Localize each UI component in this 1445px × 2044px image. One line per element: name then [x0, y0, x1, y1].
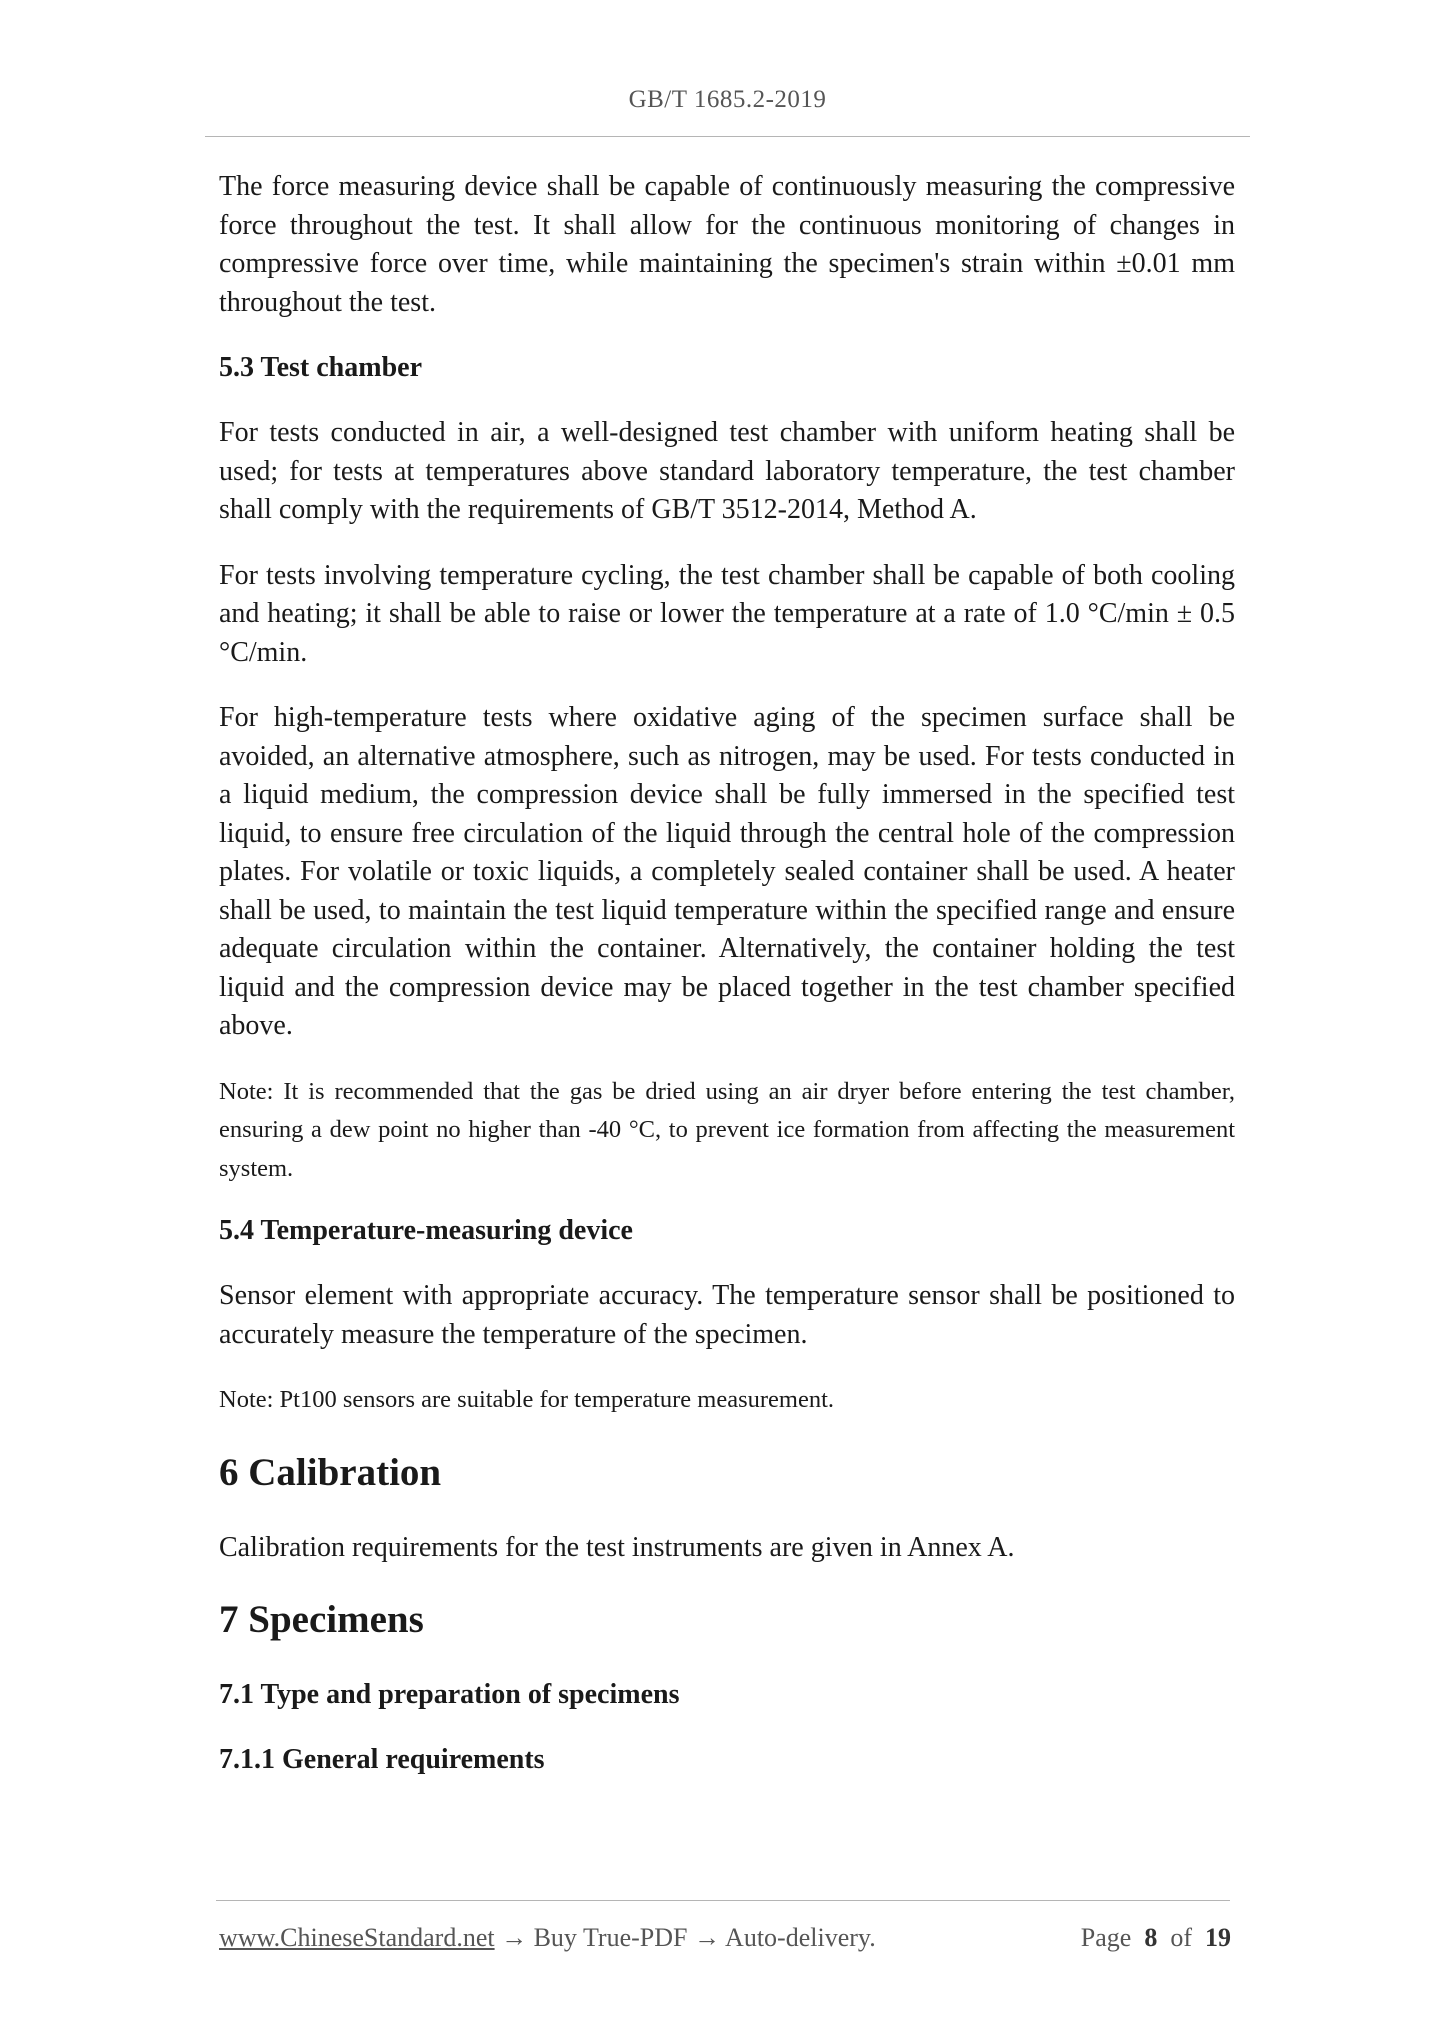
page-number: 8 — [1144, 1923, 1158, 1952]
note: Note: Pt100 sensors are suitable for temperature measurement. — [219, 1386, 835, 1413]
paragraph: Sensor element with appropriate accuracy. The temperature sensor shall be positioned to accurately measure the temperature of the specimen. — [219, 1280, 1235, 1350]
footer-divider — [216, 1900, 1230, 1901]
clause-heading: 6 Calibration — [219, 1450, 442, 1494]
paragraph: The force measuring device shall be capable of continuously measuring the compressive force throughout the test. It shall allow for the continuous monitoring of changes in compressive force over time, while maintaining the specimen's strain within ±0.01 mm throughout the test. — [219, 171, 1235, 318]
page-indicator — [1081, 1923, 1231, 1953]
website-link[interactable]: www.ChineseStandard.net — [219, 1923, 495, 1952]
paragraph: For tests involving temperature cycling, the test chamber shall be capable of both cooling and heating; it shall be able to raise or lower the temperature at a rate of 1.0 °C/min ± 0.5 °C/min. — [219, 559, 1235, 668]
header-divider — [205, 136, 1250, 137]
page-label: Page — [1080, 1923, 1132, 1952]
page-body — [219, 168, 1235, 1806]
subclause-heading: 7.1.1 General requirements — [219, 1744, 545, 1775]
paragraph: For tests conducted in air, a well-designed test chamber with uniform heating shall be used; for tests at temperatures above standard laboratory temperature, the test chamber shall comply with the requirements of GB/T 3512-2014, Method A. — [219, 417, 1235, 525]
subclause-heading: 5.4 Temperature-measuring device — [219, 1215, 633, 1246]
note: Note: It is recommended that the gas be dried using an air dryer before entering the test chamber, ensuring a dew point no higher than -40 °C, to prevent ice formation from affecting the measurement system. — [219, 1077, 1235, 1182]
clause-heading: 7 Specimens — [219, 1598, 424, 1641]
promo-text: → Buy True-PDF → Auto-delivery. — [494, 1923, 876, 1952]
paragraph: For high-temperature tests where oxidative aging of the specimen surface shall be avoided, an alternative atmosphere, such as nitrogen, may be used. For tests conducted in a liquid medium, the compression device shall be fully immersed in the specified test liquid, to ensure free circulation of the liquid through the central hole of the compression plates. For volatile or toxic liquids, a completely sealed container shall be used. A heater shall be used, to maintain the test liquid temperature within the specified range and ensure adequate circulation within the container. Alternatively, the container holding the test liquid and the compression device may be placed together in the test chamber specified above. — [219, 702, 1235, 1041]
page-footer — [219, 1923, 1231, 1953]
total-pages: 19 — [1205, 1923, 1231, 1952]
footer-promo — [219, 1923, 876, 1953]
subclause-heading: 5.3 Test chamber — [219, 352, 422, 383]
document-header: GB/T 1685.2-2019 — [628, 86, 827, 113]
subclause-heading: 7.1 Type and preparation of specimens — [219, 1679, 680, 1710]
paragraph: Calibration requirements for the test instruments are given in Annex A. — [219, 1531, 1015, 1563]
of-label: of — [1170, 1923, 1192, 1952]
